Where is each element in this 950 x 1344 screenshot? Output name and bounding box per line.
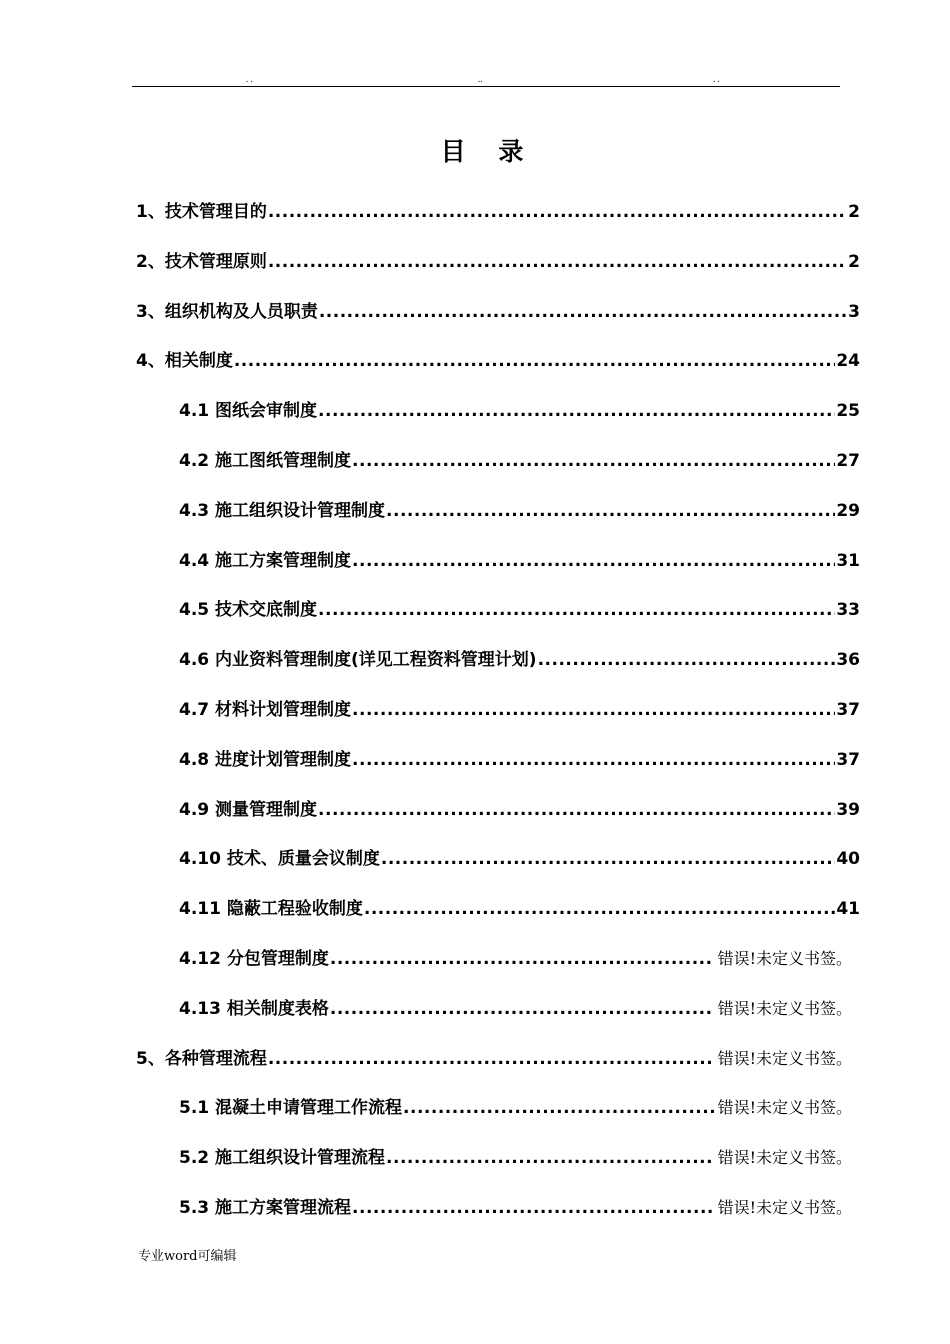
toc-leader-dots	[268, 201, 847, 223]
toc-entry[interactable]	[136, 245, 860, 273]
toc-leader-dots	[352, 699, 835, 721]
toc-leader-dots	[234, 350, 835, 372]
toc-leader-dots	[318, 799, 835, 821]
toc-leader-dots	[381, 848, 835, 870]
toc-entry-page: 24	[836, 351, 860, 371]
toc-entry-page: 29	[836, 501, 860, 521]
toc-entry-page: 37	[836, 700, 860, 720]
toc-entry-page: 31	[836, 551, 860, 571]
toc-entry-label: 5.2 施工组织设计管理流程	[179, 1148, 386, 1168]
toc-leader-dots	[364, 898, 835, 920]
toc-entry-label: 4.11 隐蔽工程验收制度	[179, 899, 363, 919]
toc-entry-label: 4.8 进度计划管理制度	[179, 750, 352, 770]
toc-entry-page: 27	[836, 451, 860, 471]
header-mark-right: . .	[713, 74, 720, 84]
toc-entry[interactable]	[179, 1191, 852, 1219]
toc-entry-label: 4.5 技术交底制度	[179, 600, 318, 620]
toc-entry-label: 4.2 施工图纸管理制度	[179, 451, 352, 471]
toc-entry-label: 4.10 技术、质量会议制度	[179, 849, 380, 869]
header-rule	[132, 86, 840, 87]
toc-entry-label: 4.1 图纸会审制度	[179, 401, 318, 421]
toc-entry-page: 25	[836, 401, 860, 421]
toc-entry[interactable]	[136, 195, 860, 223]
toc-entry[interactable]	[136, 344, 860, 372]
toc-entry-page: 错误!未定义书签。	[717, 999, 852, 1018]
footer-text: 专业word可编辑	[138, 1249, 237, 1264]
toc-entry-page: 2	[848, 202, 860, 222]
toc-entry-label: 4.9 测量管理制度	[179, 800, 318, 820]
toc-leader-dots	[330, 998, 714, 1020]
toc-entry[interactable]	[179, 892, 860, 920]
header-mark-left: . .	[246, 74, 253, 84]
toc-entry[interactable]	[179, 544, 860, 572]
toc-leader-dots	[268, 251, 847, 273]
toc-entry-label: 5.1 混凝土申请管理工作流程	[179, 1098, 403, 1118]
toc-entry-page: 3	[848, 302, 860, 322]
toc-entry-page: 错误!未定义书签。	[717, 1148, 852, 1167]
toc-entry-label: 5、各种管理流程	[136, 1049, 267, 1069]
toc-entry-page: 33	[836, 600, 860, 620]
toc-leader-dots	[319, 301, 847, 323]
toc-entry[interactable]	[179, 793, 860, 821]
toc-entry-page: 39	[836, 800, 860, 820]
toc-entry-label: 4.7 材料计划管理制度	[179, 700, 352, 720]
toc-entry-page: 错误!未定义书签。	[717, 949, 852, 968]
toc-leader-dots	[386, 500, 835, 522]
toc-entry-page: 错误!未定义书签。	[717, 1049, 852, 1068]
toc-entry-page: 36	[836, 650, 860, 670]
toc-leader-dots	[352, 749, 835, 771]
toc-title: 目 录	[440, 137, 536, 166]
toc-entry-label: 4.6 内业资料管理制度(详见工程资料管理计划)	[179, 650, 537, 670]
toc-entry-label: 5.3 施工方案管理流程	[179, 1198, 352, 1218]
toc-entry-page: 错误!未定义书签。	[717, 1198, 852, 1217]
toc-entry[interactable]	[179, 494, 860, 522]
toc-entry[interactable]	[179, 842, 860, 870]
toc-leader-dots	[538, 649, 836, 671]
toc-leader-dots	[330, 948, 714, 970]
toc-entry-label: 4.12 分包管理制度	[179, 949, 329, 969]
toc-leader-dots	[352, 550, 835, 572]
toc-leader-dots	[268, 1048, 714, 1070]
toc-entry[interactable]	[136, 1042, 852, 1070]
toc-leader-dots	[318, 400, 835, 422]
toc-entry-page: 错误!未定义书签。	[717, 1098, 852, 1117]
toc-entry-label: 1、技术管理目的	[136, 202, 267, 222]
toc-entry[interactable]	[136, 295, 860, 323]
toc-entry-label: 3、组织机构及人员职责	[136, 302, 318, 322]
toc-entry[interactable]	[179, 942, 852, 970]
header-mark-center: ..	[478, 74, 483, 84]
toc-entry[interactable]	[179, 643, 860, 671]
toc-entry-label: 2、技术管理原则	[136, 252, 267, 272]
toc-entry[interactable]	[179, 1141, 852, 1169]
toc-entry-page: 40	[836, 849, 860, 869]
toc-entry[interactable]	[179, 593, 860, 621]
toc-leader-dots	[352, 1197, 714, 1219]
toc-entry[interactable]	[179, 394, 860, 422]
toc-entry-label: 4.3 施工组织设计管理制度	[179, 501, 386, 521]
toc-entry-label: 4.13 相关制度表格	[179, 999, 329, 1019]
toc-leader-dots	[386, 1147, 714, 1169]
toc-entry[interactable]	[179, 693, 860, 721]
toc-leader-dots	[403, 1097, 714, 1119]
toc-entry-label: 4.4 施工方案管理制度	[179, 551, 352, 571]
toc-entry[interactable]	[179, 992, 852, 1020]
toc-entry-page: 41	[836, 899, 860, 919]
toc-entry-label: 4、相关制度	[136, 351, 233, 371]
toc-leader-dots	[318, 599, 835, 621]
toc-entry-page: 2	[848, 252, 860, 272]
toc-entry[interactable]	[179, 1091, 852, 1119]
toc-entry-page: 37	[836, 750, 860, 770]
toc-leader-dots	[352, 450, 835, 472]
toc-entry[interactable]	[179, 743, 860, 771]
toc-entry[interactable]	[179, 444, 860, 472]
